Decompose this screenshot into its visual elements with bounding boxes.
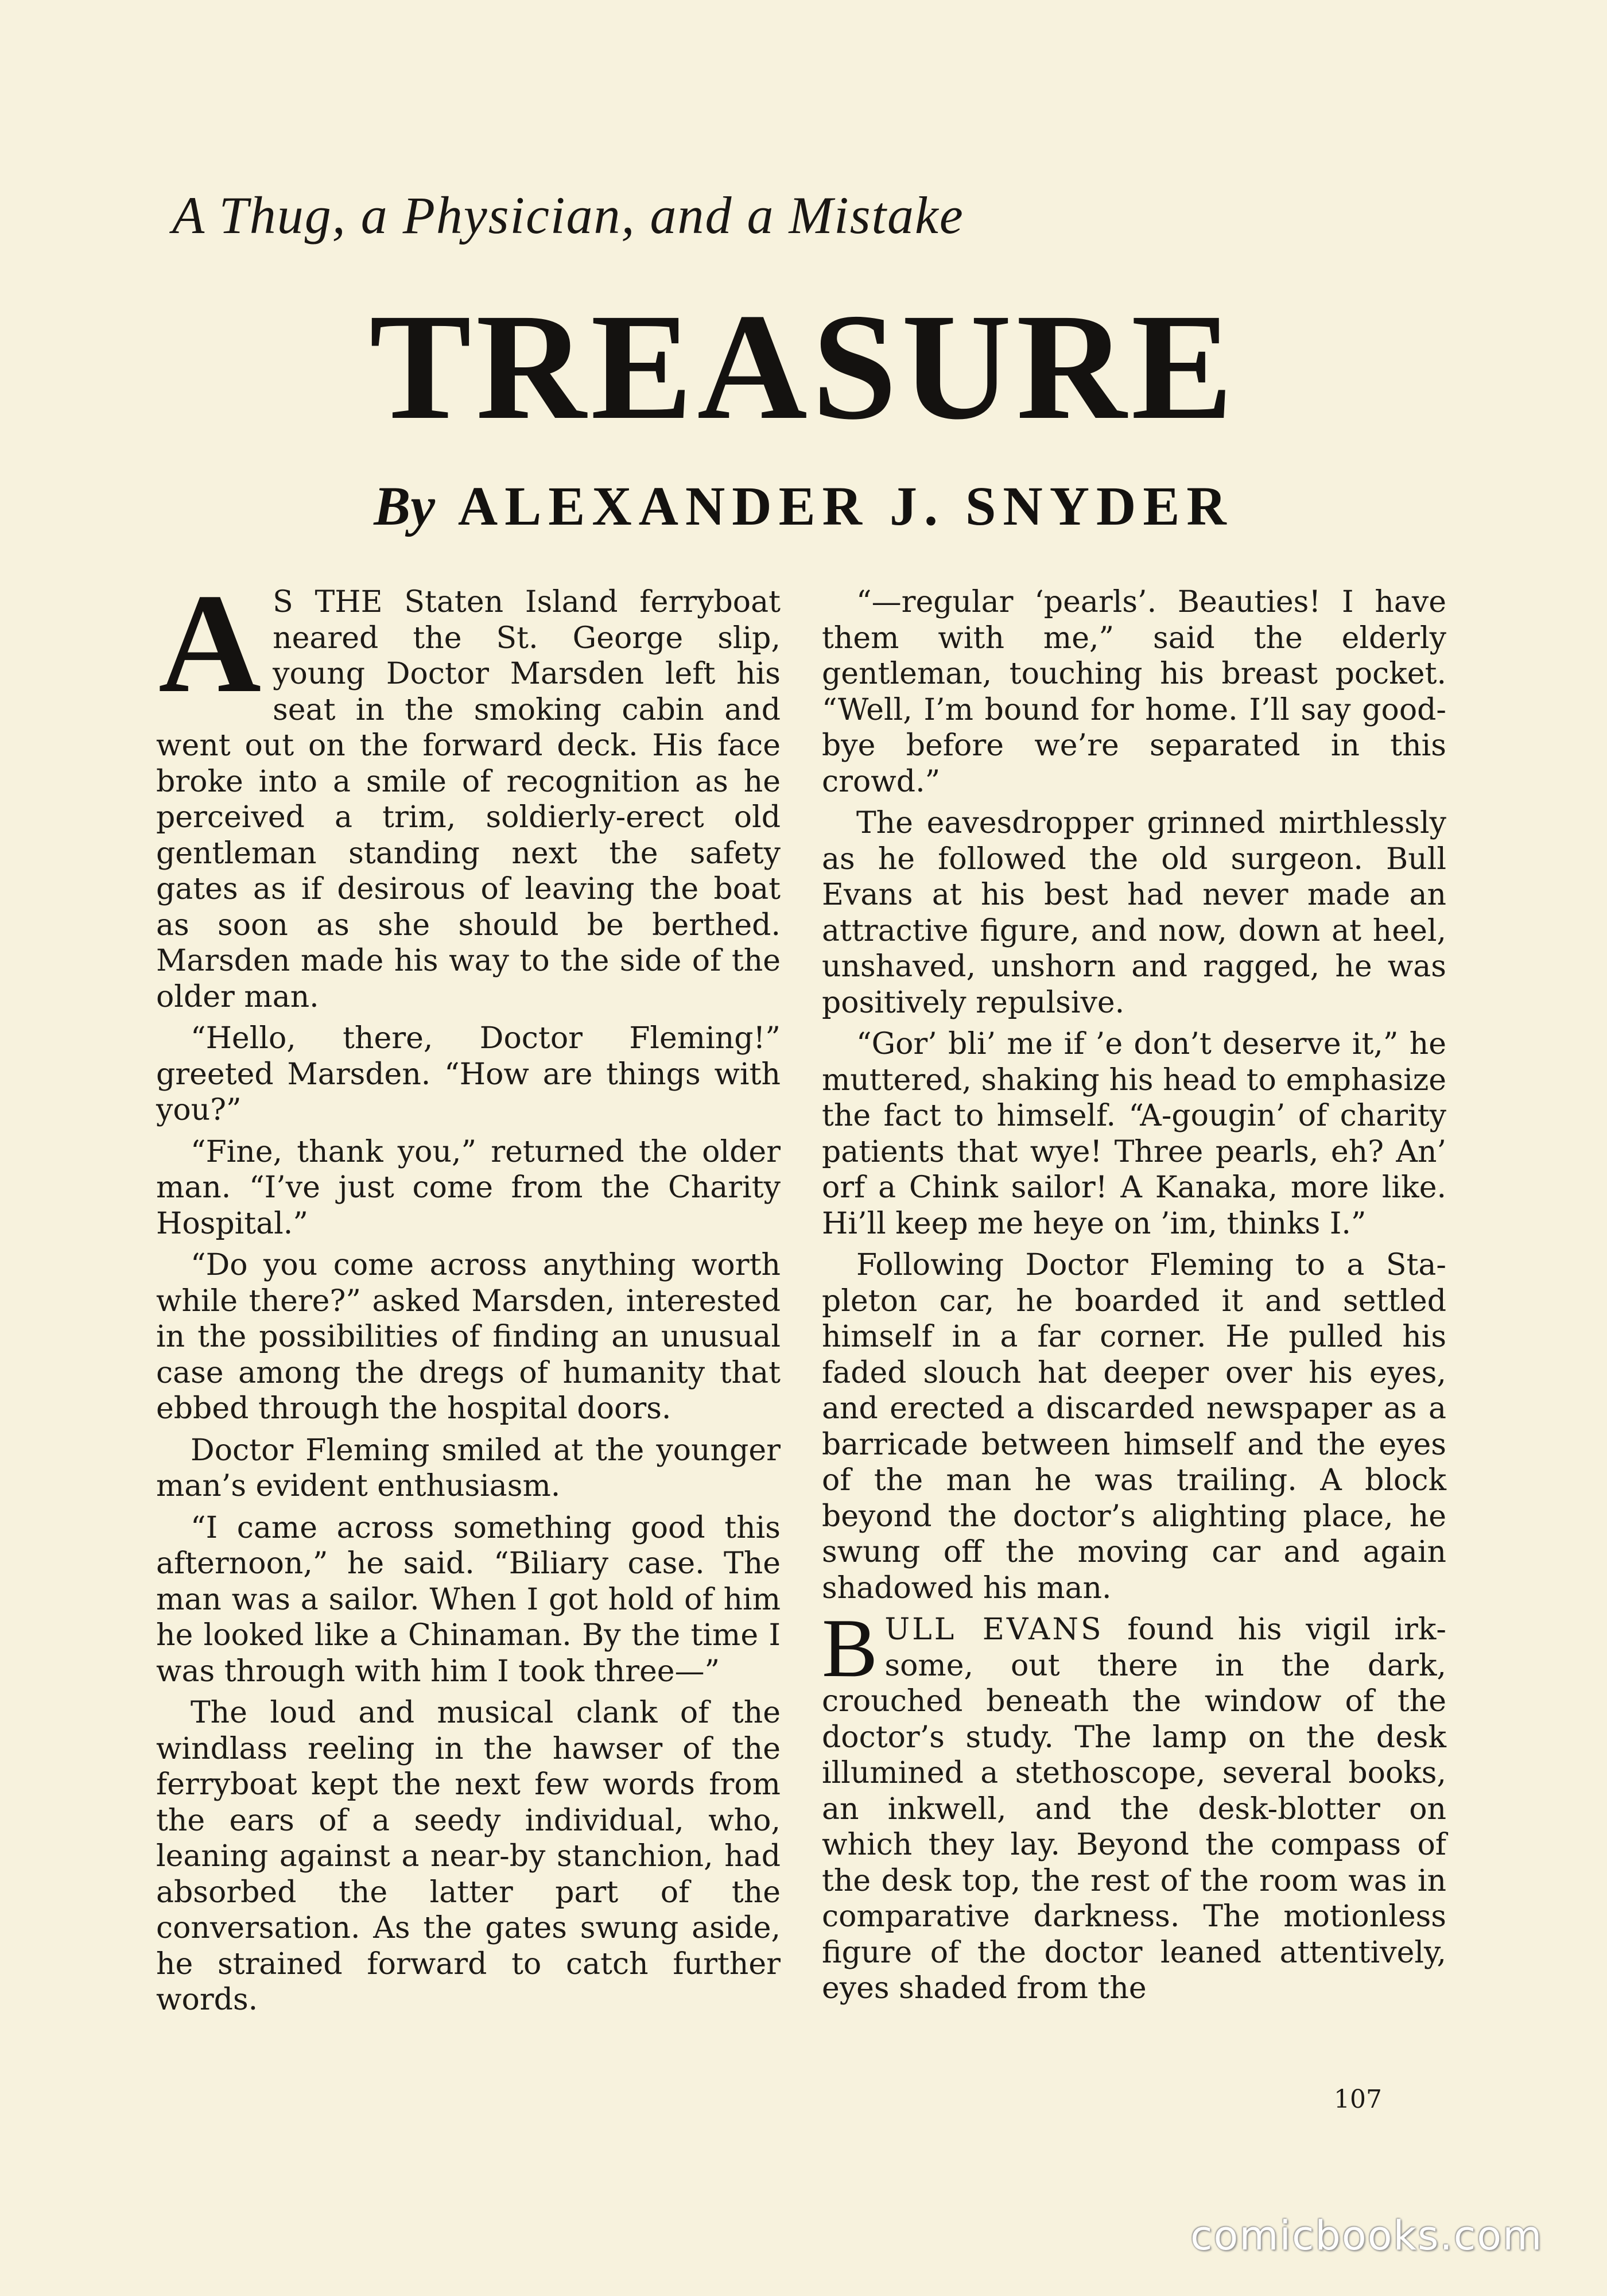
paragraph: The loud and musical clank of the windlass reeling in the hawser of the ferryboat kept the next few words from the ears of a seedy individual, who, leaning against a near-by stanchion, had absorbed the latter part of the conversation. As the gates swung aside, he strained forward to catch further words. bbox=[156, 1696, 781, 2017]
drop-cap-b: B bbox=[822, 1601, 878, 1694]
byline-prefix: By bbox=[374, 475, 435, 537]
paragraph bbox=[822, 1601, 1446, 2007]
paragraph: “Do you come across anything worth while there?” asked Marsden, interested in the possibilities of finding an unusual case among the dregs of humanity that ebbed through the hospital doors. bbox=[156, 1248, 781, 1426]
paragraph: “Fine, thank you,” returned the older man. “I’ve just come from the Charity Hospital.” bbox=[156, 1134, 781, 1241]
paragraph: “—regular ‘pearls’. Beauties! I have them with me,” said the elderly gentleman, touching his breast pocket. “Well, I’m bound for home. I’ll say good-bye before we’re separated in this crowd.” bbox=[822, 585, 1446, 799]
page-number: 107 bbox=[1334, 2085, 1382, 2114]
drop-cap-a: A bbox=[158, 564, 262, 722]
paragraph: Doctor Fleming smiled at the younger man’s evident enthusiasm. bbox=[156, 1433, 781, 1503]
byline bbox=[0, 474, 1607, 538]
right-column bbox=[822, 584, 1446, 2007]
smallcaps-lead: ULL EVANS bbox=[884, 1612, 1104, 1647]
paragraph: “I came across something good this afternoon,” he said. “Biliary case. The man was a sailor. When I got hold of him he looked like a Chinaman. By the time I was through with him I took three—” bbox=[156, 1510, 781, 1689]
paragraph-text: S THE Staten Island ferryboat neared the St. George slip, young Doctor Marsden left his seat in the smoking cabin and went out on the forward deck. His face broke into a smile of recognition as he perceived a trim, soldierly-erect old gentleman standing next the safety gates as if desirous of leaving the boat as soon as she should be berthed. Marsden made his way to the side of the older man. bbox=[156, 585, 781, 1014]
paragraph-text: found his vigil irksome, out there in the dark, crouched beneath the window of the doctor’s study. The lamp on the desk illumined a stethoscope, several books, an inkwell, and the desk-blotter on which they lay. Beyond the compass of the desk top, the rest of the room was in comparative darkness. The motionless figure of the doctor leaned attentively, eyes shaded from the bbox=[822, 1612, 1446, 2006]
left-column bbox=[156, 564, 781, 2018]
paragraph: Following Doctor Fleming to a Stapleton car, he boarded it and settled himself in a far corner. He pulled his faded slouch hat deeper over his eyes, and erected a discarded newspaper as a barricade between himself and the eyes of the man he was trailing. A block beyond the doctor’s alighting place, he swung off the moving car and again shadowed his man. bbox=[822, 1248, 1446, 1605]
paragraph bbox=[156, 564, 781, 1015]
watermark: comicbooks.com bbox=[1190, 2212, 1543, 2259]
kicker-subtitle: A Thug, a Physician, and a Mistake bbox=[172, 186, 964, 245]
paragraph: The eavesdropper grinned mirthlessly as he followed the old surgeon. Bull Evans at his best had never made an attractive figure, and now, down at heel, unshaved, unshorn and ragged, he was positively repulsive. bbox=[822, 806, 1446, 1020]
author-name: ALEXANDER J. SNYDER bbox=[457, 475, 1233, 537]
paragraph: “Hello, there, Doctor Fleming!” greeted Marsden. “How are things with you?” bbox=[156, 1021, 781, 1127]
paragraph: “Gor’ bli’ me if ’e don’t deserve it,” he muttered, shaking his head to emphasize the fact to himself. “A-gougin’ of charity patients that wye! Three pearls, eh? An’ orf a Chink sailor! A Kanaka, more like. Hi’ll keep me heye on ’im, thinks I.” bbox=[822, 1027, 1446, 1241]
story-title: TREASURE bbox=[369, 282, 1238, 451]
